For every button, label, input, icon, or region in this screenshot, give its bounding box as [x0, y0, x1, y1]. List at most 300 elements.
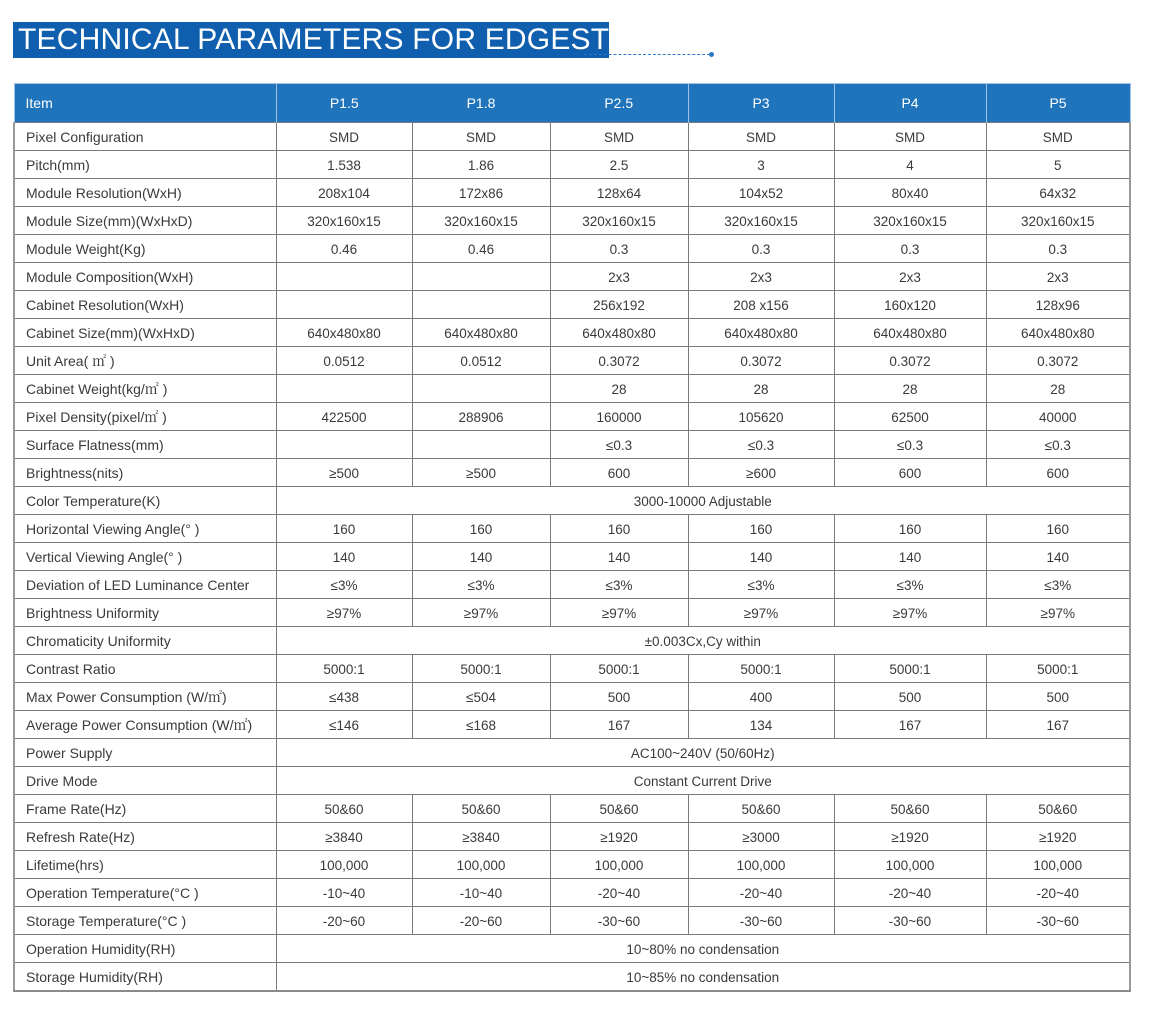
merged-value-cell: [276, 767, 1130, 795]
cell-value: 10~85% no condensation: [626, 970, 780, 985]
cell-value: 64x32: [1039, 186, 1077, 201]
cell-value: -20~40: [597, 886, 641, 901]
row-label: Storage Temperature(°C ): [14, 907, 276, 935]
value-cell-p1-5: [276, 403, 412, 431]
cell-value: 100,000: [885, 858, 935, 873]
cell-value: 0.3072: [1037, 354, 1079, 369]
value-cell-p2-5: [550, 431, 688, 459]
cell-value: 100,000: [1033, 858, 1083, 873]
cell-value: 500: [607, 690, 631, 705]
value-cell-p2-5: [550, 543, 688, 571]
cell-value: 140: [1046, 550, 1070, 565]
cell-value: 1.86: [467, 158, 495, 173]
column-header-p1-8: P1.8: [412, 84, 550, 123]
cell-value: 167: [607, 718, 631, 733]
cell-value: 28: [753, 382, 769, 397]
row-label: Vertical Viewing Angle(° ): [14, 543, 276, 571]
value-cell-p1-5: [276, 711, 412, 739]
table-row: [14, 487, 1130, 515]
value-cell-p5: [986, 263, 1130, 291]
value-cell-p1-5: [276, 179, 412, 207]
cell-value: 140: [898, 550, 922, 565]
cell-value: 0.3072: [598, 354, 640, 369]
cell-value: 600: [898, 466, 922, 481]
cell-value: 256x192: [593, 298, 645, 313]
value-cell-p3: [688, 291, 834, 319]
cell-value: -30~60: [888, 914, 932, 929]
value-cell-p3: [688, 515, 834, 543]
cell-value: 2.5: [609, 158, 629, 173]
cell-value: 160: [607, 522, 631, 537]
value-cell-p1-8: [412, 879, 550, 907]
value-cell-p5: [986, 403, 1130, 431]
value-cell-p3: [688, 571, 834, 599]
value-cell-p5: [986, 207, 1130, 235]
value-cell-p4: [834, 851, 986, 879]
value-cell-p4: [834, 543, 986, 571]
cell-value: ≥97%: [892, 606, 928, 621]
cell-value: 100,000: [456, 858, 506, 873]
value-cell-p4: [834, 431, 986, 459]
value-cell-p5: [986, 543, 1130, 571]
cell-value: ≥1920: [1039, 830, 1077, 845]
cell-value: ≤0.3: [747, 438, 775, 453]
value-cell-p4: [834, 375, 986, 403]
cell-value: ≥97%: [463, 606, 499, 621]
table-row: [14, 627, 1130, 655]
cell-value: 140: [749, 550, 773, 565]
table-row: [14, 599, 1130, 627]
value-cell-p4: [834, 207, 986, 235]
cell-value: 5000:1: [889, 662, 931, 677]
row-label: Frame Rate(Hz): [14, 795, 276, 823]
cell-value: -10~40: [322, 886, 366, 901]
table-row: [14, 123, 1130, 151]
value-cell-p1-8: [412, 459, 550, 487]
cell-value: ≥97%: [601, 606, 637, 621]
value-cell-p1-5: [276, 319, 412, 347]
value-cell-p3: [688, 879, 834, 907]
cell-value: 134: [749, 718, 773, 733]
value-cell-p3: [688, 851, 834, 879]
cell-value: ≤0.3: [1044, 438, 1071, 453]
value-cell-p4: [834, 151, 986, 179]
value-cell-p3: [688, 711, 834, 739]
value-cell-p5: [986, 375, 1130, 403]
cell-value: ≥97%: [743, 606, 779, 621]
row-label: Color Temperature(K): [14, 487, 276, 515]
value-cell-p5: [986, 235, 1130, 263]
table-row: [14, 403, 1130, 431]
row-label: Cabinet Weight(kg/㎡ ): [14, 375, 276, 403]
value-cell-p4: [834, 291, 986, 319]
value-cell-p5: [986, 515, 1130, 543]
value-cell-p4: [834, 823, 986, 851]
cell-value: ≥97%: [326, 606, 362, 621]
row-label: Cabinet Size(mm)(WxHxD): [14, 319, 276, 347]
table-row: [14, 459, 1130, 487]
table-row: [14, 291, 1130, 319]
value-cell-p3: [688, 319, 834, 347]
cell-value: 167: [898, 718, 922, 733]
value-cell-p1-5: [276, 263, 412, 291]
value-cell-p5: [986, 459, 1130, 487]
cell-value: 50&60: [461, 802, 501, 817]
cell-value: ≤146: [329, 718, 359, 733]
cell-value: 640x480x80: [582, 326, 656, 341]
table-row: [14, 179, 1130, 207]
cell-value: 2x3: [899, 270, 921, 285]
cell-value: 5000:1: [598, 662, 640, 677]
cell-value: ≤168: [466, 718, 496, 733]
value-cell-p1-5: [276, 879, 412, 907]
cell-value: 128x64: [596, 186, 642, 201]
cell-value: 100,000: [736, 858, 786, 873]
cell-value: 0.46: [330, 242, 358, 257]
row-label: Lifetime(hrs): [14, 851, 276, 879]
cell-value: SMD: [466, 130, 496, 145]
value-cell-p1-8: [412, 319, 550, 347]
value-cell-p1-8: [412, 347, 550, 375]
cell-value: 320x160x15: [444, 214, 518, 229]
value-cell-p3: [688, 543, 834, 571]
value-cell-p1-5: [276, 459, 412, 487]
merged-value-cell: [276, 627, 1130, 655]
cell-value: 5000:1: [1037, 662, 1079, 677]
value-cell-p1-5: [276, 655, 412, 683]
value-cell-p3: [688, 263, 834, 291]
table-row: [14, 739, 1130, 767]
value-cell-p1-5: [276, 375, 412, 403]
cell-value: 50&60: [741, 802, 781, 817]
column-header-p2-5: P2.5: [550, 84, 688, 123]
value-cell-p5: [986, 655, 1130, 683]
cell-value: ≥1920: [600, 830, 638, 845]
cell-value: 2x3: [608, 270, 630, 285]
cell-value: ±0.003Cx,Cy within: [644, 634, 761, 649]
value-cell-p5: [986, 571, 1130, 599]
row-label: Module Resolution(WxH): [14, 179, 276, 207]
value-cell-p3: [688, 795, 834, 823]
value-cell-p1-5: [276, 823, 412, 851]
cell-value: -30~60: [739, 914, 783, 929]
cell-value: Constant Current Drive: [633, 774, 772, 789]
value-cell-p5: [986, 291, 1130, 319]
cell-value: SMD: [895, 130, 925, 145]
cell-value: 640x480x80: [1020, 326, 1095, 341]
cell-value: ≥600: [746, 466, 776, 481]
row-label: Unit Area( ㎡ ): [14, 347, 276, 375]
value-cell-p1-5: [276, 515, 412, 543]
cell-value: ≤3%: [330, 578, 358, 593]
value-cell-p3: [688, 375, 834, 403]
cell-value: -20~40: [739, 886, 783, 901]
row-label: Chromaticity Uniformity: [14, 627, 276, 655]
cell-value: 5000:1: [740, 662, 782, 677]
cell-value: 104x52: [738, 186, 784, 201]
cell-value: 3000-10000 Adjustable: [633, 494, 772, 509]
merged-value-cell: [276, 935, 1130, 963]
cell-value: AC100~240V (50/60Hz): [630, 746, 775, 761]
row-label: Drive Mode: [14, 767, 276, 795]
value-cell-p4: [834, 655, 986, 683]
value-cell-p5: [986, 151, 1130, 179]
cell-value: 50&60: [1038, 802, 1078, 817]
table-row: [14, 375, 1130, 403]
row-label: Refresh Rate(Hz): [14, 823, 276, 851]
value-cell-p1-8: [412, 403, 550, 431]
value-cell-p5: [986, 319, 1130, 347]
value-cell-p1-5: [276, 599, 412, 627]
cell-value: 105620: [738, 410, 784, 425]
cell-value: 160: [469, 522, 493, 537]
value-cell-p3: [688, 655, 834, 683]
cell-value: -30~60: [1036, 914, 1079, 929]
cell-value: ≤3%: [896, 578, 924, 593]
value-cell-p2-5: [550, 375, 688, 403]
cell-value: ≤0.3: [896, 438, 924, 453]
table-row: [14, 655, 1130, 683]
value-cell-p1-8: [412, 123, 550, 151]
cell-value: 640x480x80: [444, 326, 518, 341]
cell-value: 28: [902, 382, 918, 397]
value-cell-p2-5: [550, 683, 688, 711]
row-label: Cabinet Resolution(WxH): [14, 291, 276, 319]
table-row: [14, 711, 1130, 739]
value-cell-p5: [986, 907, 1130, 935]
value-cell-p1-8: [412, 599, 550, 627]
cell-value: 160: [1046, 522, 1070, 537]
decorative-line-dot-icon: [709, 52, 714, 57]
value-cell-p2-5: [550, 459, 688, 487]
cell-value: -20~40: [888, 886, 932, 901]
cell-value: ≤0.3: [605, 438, 633, 453]
cell-value: -30~60: [597, 914, 641, 929]
row-label: Brightness Uniformity: [14, 599, 276, 627]
table-row: [14, 767, 1130, 795]
cell-value: 5000:1: [323, 662, 365, 677]
cell-value: 320x160x15: [1020, 214, 1095, 229]
value-cell-p2-5: [550, 347, 688, 375]
value-cell-p3: [688, 151, 834, 179]
value-cell-p2-5: [550, 823, 688, 851]
cell-value: SMD: [746, 130, 776, 145]
value-cell-p4: [834, 907, 986, 935]
cell-value: 0.3: [1048, 242, 1068, 257]
column-header-p1-5: P1.5: [276, 84, 412, 123]
row-label: Module Composition(WxH): [14, 263, 276, 291]
cell-value: 0.0512: [460, 354, 502, 369]
value-cell-p2-5: [550, 599, 688, 627]
value-cell-p5: [986, 795, 1130, 823]
table-row: [14, 235, 1130, 263]
value-cell-p2-5: [550, 571, 688, 599]
cell-value: 640x480x80: [873, 326, 947, 341]
value-cell-p4: [834, 459, 986, 487]
value-cell-p4: [834, 347, 986, 375]
cell-value: 0.3072: [889, 354, 931, 369]
cell-value: 50&60: [890, 802, 930, 817]
value-cell-p4: [834, 123, 986, 151]
cell-value: 320x160x15: [873, 214, 947, 229]
cell-value: 172x86: [458, 186, 504, 201]
row-label: Module Weight(Kg): [14, 235, 276, 263]
value-cell-p1-5: [276, 347, 412, 375]
value-cell-p1-5: [276, 235, 412, 263]
cell-value: ≤438: [329, 690, 359, 705]
cell-value: ≤3%: [605, 578, 633, 593]
cell-value: 160: [749, 522, 773, 537]
value-cell-p4: [834, 683, 986, 711]
table-row: [14, 795, 1130, 823]
value-cell-p1-8: [412, 151, 550, 179]
value-cell-p2-5: [550, 235, 688, 263]
value-cell-p3: [688, 459, 834, 487]
table-row: [14, 907, 1130, 935]
table-row: [14, 515, 1130, 543]
value-cell-p1-8: [412, 543, 550, 571]
cell-value: 28: [611, 382, 627, 397]
row-label: Contrast Ratio: [14, 655, 276, 683]
row-label: Average Power Consumption (W/㎡): [14, 711, 276, 739]
cell-value: ≥1920: [891, 830, 929, 845]
page-title-banner: [13, 22, 652, 58]
table-row: [14, 431, 1130, 459]
cell-value: ≥500: [329, 466, 359, 481]
value-cell-p1-5: [276, 543, 412, 571]
cell-value: 600: [607, 466, 631, 481]
cell-value: 2x3: [1046, 270, 1069, 285]
cell-value: 160000: [596, 410, 642, 425]
value-cell-p1-5: [276, 151, 412, 179]
value-cell-p2-5: [550, 515, 688, 543]
cell-value: 1.538: [327, 158, 361, 173]
spec-table: [13, 83, 1131, 992]
column-header-p4: P4: [834, 84, 986, 123]
value-cell-p4: [834, 879, 986, 907]
value-cell-p1-5: [276, 795, 412, 823]
table-header-row: [14, 84, 1130, 123]
table-row: [14, 207, 1130, 235]
value-cell-p1-8: [412, 235, 550, 263]
table-body: [14, 123, 1130, 992]
cell-value: 4: [906, 158, 914, 173]
cell-value: 140: [607, 550, 631, 565]
value-cell-p2-5: [550, 291, 688, 319]
cell-value: 50&60: [324, 802, 364, 817]
cell-value: 40000: [1038, 410, 1077, 425]
value-cell-p1-8: [412, 515, 550, 543]
value-cell-p2-5: [550, 319, 688, 347]
value-cell-p1-5: [276, 207, 412, 235]
cell-value: 28: [1050, 382, 1066, 397]
value-cell-p2-5: [550, 711, 688, 739]
cell-value: 500: [1046, 690, 1070, 705]
value-cell-p1-8: [412, 207, 550, 235]
merged-value-cell: [276, 487, 1130, 515]
cell-value: SMD: [604, 130, 634, 145]
cell-value: ≤3%: [467, 578, 495, 593]
table-row: [14, 543, 1130, 571]
value-cell-p4: [834, 319, 986, 347]
cell-value: 400: [749, 690, 773, 705]
value-cell-p1-5: [276, 571, 412, 599]
cell-value: -20~60: [459, 914, 503, 929]
table-row: [14, 879, 1130, 907]
cell-value: 167: [1046, 718, 1070, 733]
value-cell-p5: [986, 683, 1130, 711]
table-row: [14, 151, 1130, 179]
value-cell-p2-5: [550, 263, 688, 291]
value-cell-p4: [834, 795, 986, 823]
table-row: [14, 935, 1130, 963]
value-cell-p5: [986, 599, 1130, 627]
value-cell-p1-8: [412, 291, 550, 319]
value-cell-p3: [688, 599, 834, 627]
row-label: Power Supply: [14, 739, 276, 767]
table-row: [14, 263, 1130, 291]
value-cell-p1-5: [276, 907, 412, 935]
cell-value: 288906: [458, 410, 504, 425]
value-cell-p3: [688, 179, 834, 207]
value-cell-p4: [834, 711, 986, 739]
value-cell-p4: [834, 179, 986, 207]
value-cell-p3: [688, 235, 834, 263]
row-label: Deviation of LED Luminance Center: [14, 571, 276, 599]
cell-value: 160: [898, 522, 922, 537]
value-cell-p3: [688, 431, 834, 459]
value-cell-p5: [986, 879, 1130, 907]
row-label: Brightness(nits): [14, 459, 276, 487]
value-cell-p4: [834, 515, 986, 543]
cell-value: 160: [332, 522, 356, 537]
value-cell-p2-5: [550, 151, 688, 179]
value-cell-p3: [688, 347, 834, 375]
cell-value: 50&60: [599, 802, 639, 817]
value-cell-p2-5: [550, 123, 688, 151]
column-header-p5: P5: [986, 84, 1130, 123]
cell-value: 208x104: [318, 186, 370, 201]
value-cell-p5: [986, 123, 1130, 151]
cell-value: ≤3%: [1044, 578, 1072, 593]
row-label: Operation Humidity(RH): [14, 935, 276, 963]
cell-value: ≤504: [466, 690, 496, 705]
value-cell-p4: [834, 599, 986, 627]
table-row: [14, 319, 1130, 347]
row-label: Max Power Consumption (W/㎡): [14, 683, 276, 711]
value-cell-p1-8: [412, 795, 550, 823]
value-cell-p3: [688, 403, 834, 431]
page-title: TECHNICAL PARAMETERS FOR EDGESTER: [18, 23, 652, 56]
cell-value: -20~40: [1036, 886, 1079, 901]
table-row: [14, 683, 1130, 711]
cell-value: 640x480x80: [307, 326, 381, 341]
value-cell-p1-8: [412, 655, 550, 683]
cell-value: ≥3840: [325, 830, 363, 845]
cell-value: -20~60: [322, 914, 366, 929]
cell-value: 422500: [321, 410, 367, 425]
value-cell-p2-5: [550, 403, 688, 431]
cell-value: SMD: [1042, 130, 1073, 145]
value-cell-p3: [688, 207, 834, 235]
cell-value: 140: [332, 550, 356, 565]
value-cell-p1-5: [276, 291, 412, 319]
cell-value: 10~80% no condensation: [626, 942, 780, 957]
cell-value: 62500: [891, 410, 929, 425]
cell-value: 0.3: [751, 242, 771, 257]
value-cell-p1-8: [412, 823, 550, 851]
value-cell-p1-8: [412, 571, 550, 599]
